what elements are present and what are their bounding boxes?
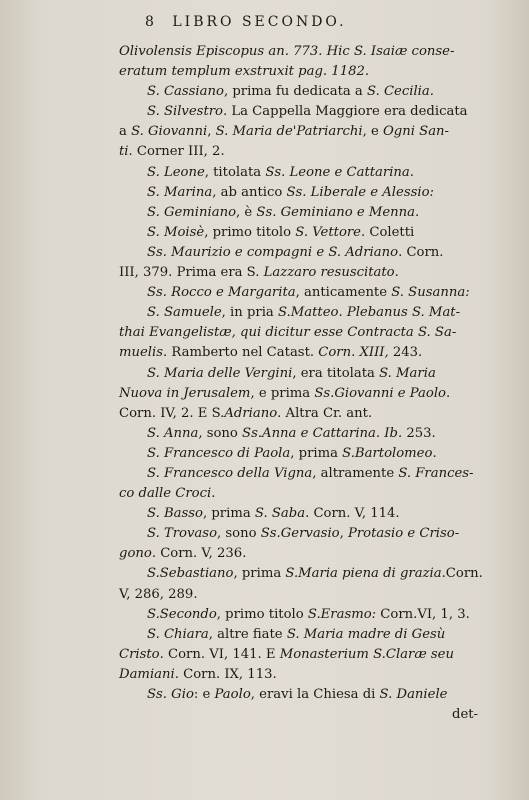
- text-run: Cristo: [119, 646, 160, 662]
- text-run: Ss. Leone e Cattarina: [265, 164, 410, 180]
- page-number: 8: [145, 14, 157, 30]
- text-line: [0, 364, 529, 384]
- text-line: [0, 464, 529, 484]
- text-line: [0, 283, 529, 303]
- running-header: [145, 14, 347, 30]
- text-run: S. Francesco della Vigna: [147, 465, 313, 481]
- text-run: : e: [193, 687, 215, 702]
- text-line: [0, 323, 529, 343]
- text-line: [0, 223, 529, 243]
- text-run: Plebanus S. Mat-: [346, 305, 461, 321]
- text-run: muelis: [119, 345, 164, 361]
- text-line: [0, 544, 529, 564]
- text-run: . La Cappella Maggiore era dedicata: [222, 104, 468, 120]
- text-run: S.Bartolomeo: [342, 445, 433, 461]
- text-run: . Corn. V, 114.: [305, 506, 400, 522]
- text-run: S. Giovanni: [131, 124, 208, 140]
- text-run: Adriano: [224, 405, 278, 421]
- text-run: . Coletti: [361, 224, 415, 240]
- text-line: [0, 203, 529, 223]
- catchword: det-: [452, 707, 479, 723]
- text-run: Ss.Giovanni e Paolo: [314, 385, 446, 401]
- text-run: .: [409, 164, 414, 180]
- text-run: S. Chiara: [147, 626, 209, 642]
- text-line: [0, 424, 529, 444]
- text-run: S. Maria: [379, 365, 436, 381]
- text-line: [0, 685, 529, 705]
- text-run: .: [445, 385, 451, 401]
- text-run: , prima: [233, 566, 286, 582]
- text-run: Paolo: [214, 687, 251, 702]
- text-run: , prima: [202, 506, 255, 522]
- text-run: S. Maria madre di Gesù: [286, 626, 446, 642]
- text-run: . Corn. V, 236.: [151, 546, 247, 562]
- text-run: S. Geminiano: [147, 204, 237, 220]
- text-line: [0, 585, 529, 605]
- text-run: Ss. Gio: [147, 687, 194, 702]
- text-run: .: [375, 425, 385, 441]
- text-run: Ss. Liberale e Alessio:: [286, 184, 434, 200]
- text-run: Nuova in Jerusalem: [119, 385, 251, 401]
- text-run: . Altra Cr. ant.: [277, 405, 373, 421]
- text-run: , prima fu dedicata a: [223, 84, 367, 100]
- text-line: [0, 142, 529, 162]
- text-run: . Corner III, 2.: [128, 144, 225, 160]
- running-title: LIBRO SECONDO.: [172, 14, 347, 30]
- text-run: , sono: [217, 526, 261, 542]
- text-run: S. Samuele: [147, 305, 222, 321]
- text-run: , è: [236, 204, 257, 220]
- text-run: ,: [207, 124, 216, 140]
- text-run: Ss. Maurizio e compagni e S. Adriano: [147, 244, 399, 260]
- text-run: , e: [362, 124, 383, 140]
- text-run: S.Secondo: [147, 606, 217, 622]
- text-line: [0, 384, 529, 404]
- text-run: , e prima: [250, 385, 315, 401]
- text-run: S. Daniele: [379, 687, 448, 702]
- text-run: Corn.VI, 1, 3.: [376, 606, 470, 622]
- text-run: S. Cecilia.: [367, 84, 434, 100]
- text-line: [0, 102, 529, 122]
- text-run: , altramente: [312, 465, 399, 481]
- text-line: [0, 82, 529, 102]
- text-run: Ib.: [384, 425, 403, 441]
- text-run: S. Silvestro: [147, 104, 223, 120]
- text-run: Corn. XIII,: [318, 345, 393, 361]
- text-line: [0, 243, 529, 263]
- text-run: S. Frances-: [398, 465, 474, 481]
- text-run: Ogni San-: [383, 124, 450, 140]
- text-run: 253.: [402, 425, 436, 441]
- text-run: , in pria: [221, 305, 278, 321]
- text-run: S. Susanna:: [391, 285, 470, 301]
- text-run: .: [415, 204, 420, 220]
- text-body: [0, 42, 529, 725]
- text-run: Ss. Rocco e Margarita: [147, 285, 296, 301]
- text-run: S.Sebastiano: [147, 566, 234, 582]
- text-run: , anticamente: [295, 285, 392, 301]
- text-run: , altre fiate: [208, 626, 287, 642]
- text-run: Olivolensis Episcopus an. 773. Hic S. Isaiæ conse-: [119, 44, 455, 59]
- text-run: Protasio e Criso-: [348, 526, 460, 542]
- text-line: [0, 303, 529, 323]
- text-line: [0, 564, 529, 584]
- text-run: .Corn.: [441, 566, 483, 582]
- text-run: S. Francesco di Paola: [147, 445, 291, 461]
- text-run: .: [394, 265, 399, 281]
- text-run: S. Maria de'Patriarchi: [215, 124, 363, 140]
- text-line: [0, 163, 529, 183]
- text-run: Lazzaro resuscitato: [263, 265, 395, 281]
- text-run: S.Maria piena di grazia: [285, 566, 442, 582]
- text-line: [0, 524, 529, 544]
- text-run: S. Marina: [147, 184, 213, 200]
- text-run: S. Saba: [254, 506, 306, 522]
- text-run: , prima: [290, 445, 343, 461]
- text-line: [0, 444, 529, 464]
- text-line: [0, 665, 529, 685]
- text-line: [0, 42, 529, 62]
- text-run: V, 286, 289.: [119, 586, 198, 602]
- text-run: thai Evangelistæ, qui dicitur esse Contracta S. Sa-: [119, 325, 457, 341]
- text-run: .: [432, 445, 437, 461]
- text-run: S. Moisè: [147, 224, 205, 240]
- text-run: ,: [339, 526, 348, 542]
- text-run: , primo titolo: [216, 606, 308, 622]
- text-line: [0, 183, 529, 203]
- text-run: . Ramberto nel Catast.: [163, 345, 319, 361]
- text-run: S. Cassiano: [147, 84, 224, 100]
- text-run: gono: [119, 546, 152, 562]
- text-run: , titolata: [204, 164, 266, 180]
- text-line: [0, 484, 529, 504]
- text-run: Monasterium S.Claræ seu: [279, 646, 454, 662]
- text-run: a: [119, 124, 132, 140]
- text-run: Damiani: [119, 666, 175, 682]
- text-run: , sono: [198, 425, 243, 441]
- text-run: , primo titolo: [204, 224, 296, 240]
- text-run: Ss.Gervasio: [260, 526, 340, 542]
- text-run: co dalle Croci: [119, 486, 212, 502]
- text-run: , eravi la Chiesa di: [250, 687, 380, 702]
- text-line: [0, 645, 529, 665]
- text-run: .: [211, 486, 216, 502]
- text-run: Ss.Anna e Cattarina: [242, 425, 376, 441]
- text-line: [0, 404, 529, 424]
- text-run: S. Vettore: [295, 224, 361, 240]
- text-run: S. Leone: [147, 164, 205, 180]
- text-line: [0, 504, 529, 524]
- text-run: Ss. Geminiano e Menna: [256, 204, 416, 220]
- text-run: III, 379. Prima era S.: [119, 265, 264, 281]
- text-run: .: [338, 305, 347, 321]
- text-run: eratum templum exstruxit pag. 1182.: [119, 64, 370, 80]
- text-run: ti: [119, 144, 129, 160]
- text-run: S. Trovaso: [147, 526, 218, 542]
- text-run: 243.: [392, 345, 423, 361]
- text-line: [0, 343, 529, 363]
- text-run: S. Basso: [147, 506, 203, 522]
- text-line: [0, 263, 529, 283]
- text-run: Corn. IV, 2. E S.: [119, 405, 225, 421]
- text-run: S. Anna: [147, 425, 199, 441]
- text-line: [0, 122, 529, 142]
- text-run: . Corn.: [398, 244, 444, 260]
- text-run: S.Matteo: [277, 305, 339, 321]
- text-run: S.Erasmo:: [307, 606, 377, 622]
- text-line: [0, 605, 529, 625]
- text-line: [0, 625, 529, 645]
- text-run: . Corn. VI, 141. E: [159, 646, 280, 662]
- text-run: S. Maria delle Vergini: [147, 365, 293, 381]
- text-line: [0, 62, 529, 82]
- text-run: . Corn. IX, 113.: [174, 666, 277, 682]
- text-run: , ab antico: [212, 184, 287, 200]
- text-run: , era titolata: [292, 365, 380, 381]
